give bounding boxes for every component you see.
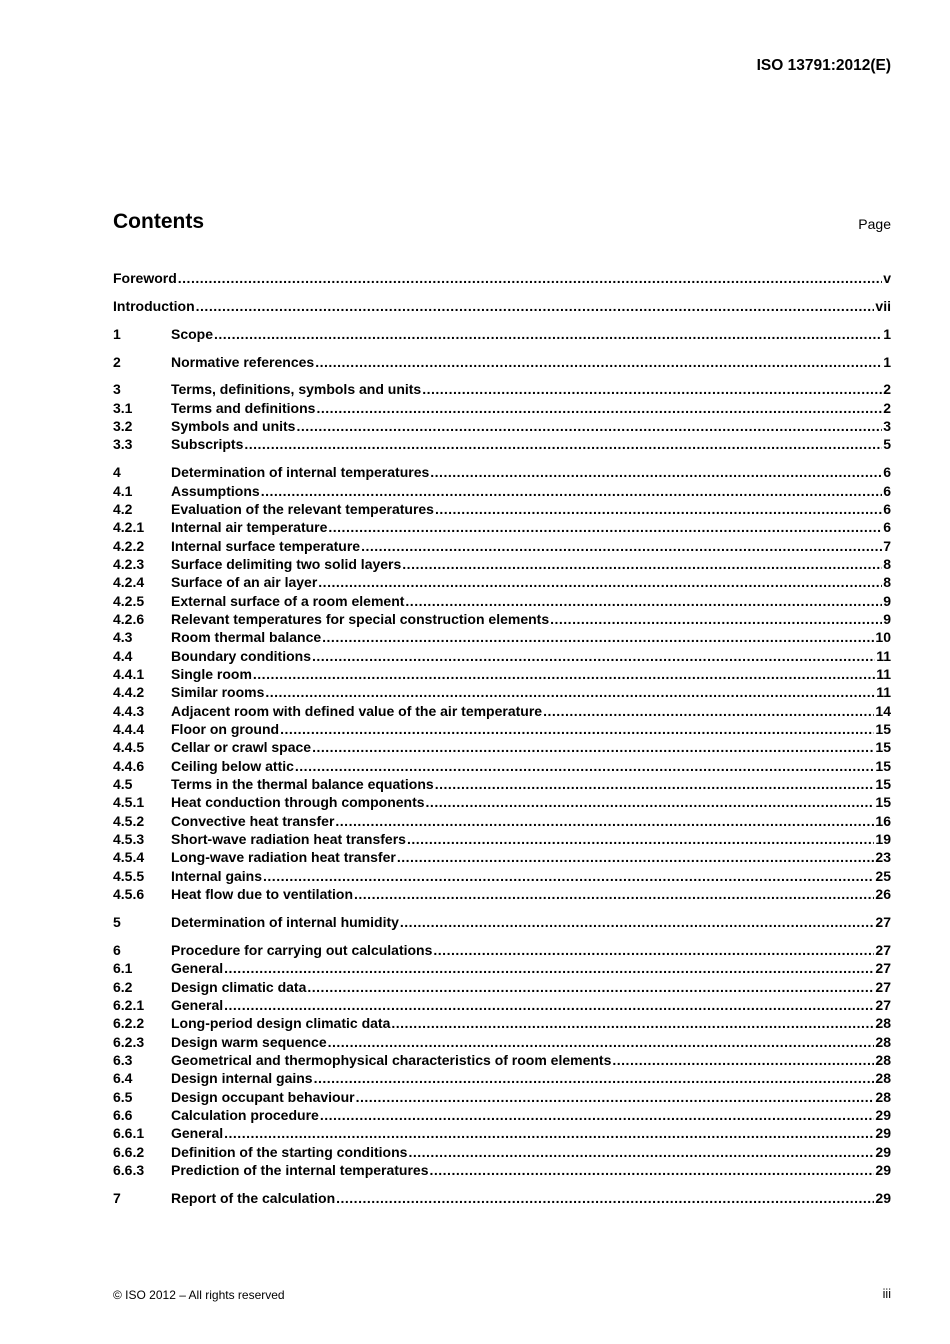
- toc-dot-leader: [391, 1014, 874, 1032]
- toc-entry[interactable]: [113, 353, 891, 371]
- toc-dot-leader: [244, 435, 882, 453]
- toc-entry-title: Floor on ground: [171, 721, 280, 738]
- toc-entry-number: 4.4.4: [113, 721, 145, 738]
- toc-entry[interactable]: [113, 628, 891, 646]
- toc-dot-leader: [307, 978, 874, 996]
- toc-entry[interactable]: [113, 1069, 891, 1087]
- toc-entry-number: 4.2.1: [113, 519, 145, 536]
- toc-entry-title: Subscripts: [171, 436, 244, 453]
- toc-entry-title: Scope: [171, 325, 214, 342]
- toc-entry[interactable]: [113, 573, 891, 591]
- toc-dot-leader: [224, 959, 874, 977]
- toc-dot-leader: [296, 417, 882, 435]
- toc-entry-page: 29: [875, 1189, 891, 1206]
- toc-dot-leader: [295, 757, 875, 775]
- toc-dot-leader: [214, 325, 882, 343]
- toc-entry-page: 29: [875, 1125, 891, 1142]
- toc-entry[interactable]: [113, 610, 891, 628]
- toc-entry-title: Heat conduction through components: [171, 794, 425, 811]
- toc-entry-title: Determination of internal humidity: [171, 914, 399, 930]
- toc-entry-number: 6.6.1: [113, 1125, 145, 1142]
- toc-entry-title: Room thermal balance: [171, 629, 322, 646]
- toc-entry[interactable]: [113, 1143, 891, 1161]
- toc-entry[interactable]: [113, 959, 891, 977]
- toc-entry-page: 6: [883, 519, 891, 536]
- toc-entry-page: 29: [875, 1161, 891, 1178]
- page-column-label: Page: [858, 216, 891, 232]
- toc-entry-title: Normative references: [171, 353, 315, 370]
- toc-entry-page: 11: [876, 684, 891, 701]
- toc-dot-leader: [405, 592, 882, 610]
- toc-entry-title: Report of the calculation: [171, 1189, 336, 1206]
- toc-entry[interactable]: [113, 518, 891, 536]
- toc-dot-leader: [265, 683, 875, 701]
- toc-entry-number: 4.4.1: [113, 666, 145, 683]
- toc-entry-page: 9: [883, 592, 891, 609]
- toc-entry-number: 4.4.2: [113, 684, 145, 701]
- toc-entry[interactable]: [113, 738, 891, 756]
- toc-entry-page: 28: [875, 1051, 891, 1068]
- toc-entry[interactable]: [113, 380, 891, 398]
- toc-entry-title: Cellar or crawl space: [171, 739, 312, 756]
- toc-entry-number: 3.2: [113, 418, 133, 435]
- toc-entry-page: vii: [875, 297, 891, 314]
- toc-entry-title: Heat flow due to ventilation: [171, 886, 354, 903]
- toc-dot-leader: [430, 1161, 875, 1179]
- toc-entry-page: 15: [875, 739, 891, 756]
- toc-entry-number: 4.2.3: [113, 555, 145, 572]
- toc-dot-leader: [430, 463, 882, 481]
- toc-entry-number: 3.3: [113, 436, 133, 453]
- toc-entry-page: 27: [875, 960, 891, 977]
- toc-entry-title: Procedure for carrying out calculations: [171, 941, 433, 958]
- toc-dot-leader: [224, 1124, 874, 1142]
- toc-entry[interactable]: [113, 1014, 891, 1032]
- toc-entry-number: 4.4.3: [113, 702, 145, 719]
- toc-entry-number: 3.1: [113, 399, 133, 416]
- toc-entry-title: General: [171, 996, 224, 1013]
- toc-entry[interactable]: [113, 269, 891, 287]
- toc-dot-leader: [315, 353, 882, 371]
- toc-dot-leader: [312, 738, 874, 756]
- toc-entry-title: Terms in the thermal balance equations: [171, 776, 434, 793]
- toc-entry-title: Design internal gains: [171, 1070, 313, 1087]
- toc-entry-number: 4: [113, 464, 121, 481]
- toc-entry-page: 15: [875, 721, 891, 738]
- toc-entry-number: 4.3: [113, 629, 133, 646]
- toc-entry-title: Adjacent room with defined value of the air temperature: [171, 702, 543, 719]
- toc-entry-page: 19: [875, 831, 891, 848]
- toc-dot-leader: [397, 848, 875, 866]
- toc-dot-leader: [261, 482, 883, 500]
- toc-entry-number: 4.5.5: [113, 867, 145, 884]
- toc-dot-leader: [543, 702, 874, 720]
- toc-entry-title: Long-wave radiation heat transfer: [171, 849, 396, 866]
- toc-dot-leader: [322, 628, 874, 646]
- toc-entry-page: 28: [875, 1070, 891, 1087]
- toc-dot-leader: [422, 380, 882, 398]
- toc-entry-title: External surface of a room element: [171, 592, 405, 609]
- toc-entry-number: 4.5: [113, 776, 133, 793]
- toc-entry-number: 4.2.5: [113, 592, 145, 609]
- toc-entry-title: Definition of the starting conditions: [171, 1143, 408, 1160]
- toc-entry[interactable]: [113, 978, 891, 996]
- toc-entry-number: 4.4.6: [113, 757, 145, 774]
- toc-dot-leader: [328, 518, 882, 536]
- toc-entry-number: 4.4.5: [113, 739, 145, 756]
- toc-entry-number: 5: [113, 914, 121, 930]
- toc-entry[interactable]: [113, 830, 891, 848]
- toc-entry-number: 2: [113, 353, 121, 370]
- toc-entry-title: Calculation procedure: [171, 1106, 319, 1123]
- toc-entry-title: Ceiling below attic: [171, 757, 294, 774]
- toc-entry-page: 28: [875, 1088, 891, 1105]
- toc-entry-number: 4.5.4: [113, 849, 145, 866]
- toc-entry[interactable]: [113, 1106, 891, 1124]
- toc-entry-page: 15: [875, 776, 891, 793]
- toc-entry-number: 6.4: [113, 1070, 133, 1087]
- toc-dot-leader: [335, 812, 874, 830]
- toc-entry-title: Design climatic data: [171, 978, 307, 995]
- toc-entry-title: Convective heat transfer: [171, 812, 335, 829]
- toc-entry-page: 27: [875, 914, 891, 930]
- toc-dot-leader: [435, 775, 875, 793]
- toc-entry-title: Assumptions: [171, 482, 260, 499]
- toc-entry-number: 4.5.6: [113, 886, 145, 903]
- toc-entry-number: 6: [113, 941, 121, 958]
- toc-dot-leader: [316, 399, 882, 417]
- toc-dot-leader: [550, 610, 882, 628]
- toc-entry-title: Long-period design climatic data: [171, 1015, 391, 1032]
- toc-entry[interactable]: [113, 500, 891, 518]
- toc-dot-leader: [196, 297, 875, 315]
- toc-dot-leader: [361, 537, 882, 555]
- toc-entry-page: 6: [883, 464, 891, 481]
- toc-entry-number: 4.5.1: [113, 794, 145, 811]
- toc-entry[interactable]: [113, 399, 891, 417]
- toc-entry-title: Foreword: [113, 270, 177, 286]
- toc-entry[interactable]: [113, 555, 891, 573]
- toc-entry[interactable]: [113, 1124, 891, 1142]
- toc-entry-page: 8: [883, 574, 891, 591]
- toc-entry-number: 3: [113, 381, 121, 398]
- toc-entry[interactable]: [113, 867, 891, 885]
- toc-entry-title: Determination of internal temperatures: [171, 464, 430, 481]
- toc-entry[interactable]: [113, 996, 891, 1014]
- toc-entry-page: 29: [875, 1143, 891, 1160]
- toc-entry-page: 10: [875, 629, 891, 646]
- toc-entry-page: 1: [883, 325, 891, 342]
- toc-dot-leader: [224, 996, 874, 1014]
- toc-dot-leader: [314, 1069, 875, 1087]
- toc-entry-number: 6.2.3: [113, 1033, 145, 1050]
- toc-dot-leader: [408, 1143, 874, 1161]
- footer-copyright: © ISO 2012 – All rights reserved: [113, 1288, 285, 1302]
- toc-dot-leader: [407, 830, 874, 848]
- toc-entry-page: 11: [876, 666, 891, 683]
- toc-entry-page: 6: [883, 482, 891, 499]
- toc-entry-title: Design warm sequence: [171, 1033, 327, 1050]
- toc-entry-number: 6.2.1: [113, 996, 145, 1013]
- toc-entry-page: 6: [883, 500, 891, 517]
- toc-entry-title: Introduction: [113, 297, 195, 314]
- toc-entry-page: 8: [883, 555, 891, 572]
- toc-entry-page: 28: [875, 1015, 891, 1032]
- toc-entry[interactable]: [113, 435, 891, 453]
- toc-entry-page: 25: [875, 867, 891, 884]
- toc-entry-page: 14: [875, 702, 891, 719]
- toc-entry-page: 9: [883, 611, 891, 627]
- toc-entry-number: 6.5: [113, 1088, 133, 1105]
- toc-entry-page: 3: [883, 418, 891, 435]
- toc-entry-number: 6.2.2: [113, 1015, 145, 1032]
- toc-dot-leader: [426, 793, 875, 811]
- toc-entry-page: 27: [875, 996, 891, 1013]
- toc-entry-title: Internal air temperature: [171, 519, 328, 536]
- table-of-contents: [113, 269, 891, 1207]
- toc-dot-leader: [336, 1189, 874, 1207]
- toc-dot-leader: [402, 555, 882, 573]
- toc-dot-leader: [178, 269, 882, 287]
- toc-entry-title: Evaluation of the relevant temperatures: [171, 500, 434, 517]
- toc-entry[interactable]: [113, 702, 891, 720]
- toc-entry-number: 7: [113, 1189, 121, 1206]
- toc-dot-leader: [433, 941, 874, 959]
- toc-entry-page: 29: [875, 1106, 891, 1123]
- toc-entry-title: Single room: [171, 666, 252, 683]
- toc-dot-leader: [435, 500, 882, 518]
- toc-entry-title: General: [171, 960, 224, 977]
- toc-entry-page: 7: [883, 537, 891, 554]
- toc-entry-title: Relevant temperatures for special construction elements: [171, 611, 550, 627]
- toc-entry-number: 4.5.2: [113, 812, 145, 829]
- toc-entry-title: Geometrical and thermophysical characteristics of room elements: [171, 1051, 612, 1068]
- toc-entry-page: 5: [883, 436, 891, 453]
- toc-entry[interactable]: [113, 848, 891, 866]
- toc-entry-number: 4.2.4: [113, 574, 145, 591]
- toc-entry[interactable]: [113, 1189, 891, 1207]
- toc-entry[interactable]: [113, 1033, 891, 1051]
- toc-entry-number: 6.6.3: [113, 1161, 145, 1178]
- toc-entry-page: 2: [883, 381, 891, 398]
- toc-entry-page: v: [883, 270, 891, 286]
- toc-entry-page: 1: [883, 353, 891, 370]
- toc-entry-number: 4.1: [113, 482, 133, 499]
- toc-entry[interactable]: [113, 885, 891, 903]
- toc-entry-number: 4.4: [113, 647, 133, 664]
- toc-dot-leader: [328, 1033, 875, 1051]
- toc-entry-page: 2: [883, 399, 891, 416]
- toc-entry-number: 6.6.2: [113, 1143, 145, 1160]
- toc-entry-title: Similar rooms: [171, 684, 265, 701]
- toc-entry[interactable]: [113, 297, 891, 315]
- toc-dot-leader: [318, 573, 882, 591]
- toc-dot-leader: [263, 867, 874, 885]
- toc-entry[interactable]: [113, 417, 891, 435]
- toc-dot-leader: [612, 1051, 874, 1069]
- toc-entry-title: Symbols and units: [171, 418, 296, 435]
- toc-entry-page: 16: [875, 812, 891, 829]
- toc-entry-title: Surface of an air layer: [171, 574, 318, 591]
- toc-entry[interactable]: [113, 720, 891, 738]
- toc-entry-page: 23: [875, 849, 891, 866]
- toc-entry[interactable]: [113, 647, 891, 665]
- toc-entry[interactable]: [113, 812, 891, 830]
- toc-dot-leader: [354, 885, 874, 903]
- toc-entry[interactable]: [113, 1088, 891, 1106]
- toc-entry-number: 4.2.6: [113, 611, 145, 627]
- toc-entry[interactable]: [113, 463, 891, 481]
- contents-title: Contents: [113, 210, 204, 233]
- toc-entry-title: Internal gains: [171, 867, 263, 884]
- toc-entry-number: 4.5.3: [113, 831, 145, 848]
- toc-entry-page: 15: [875, 794, 891, 811]
- toc-entry[interactable]: [113, 775, 891, 793]
- footer-page-number: iii: [882, 1287, 891, 1301]
- toc-entry[interactable]: [113, 1051, 891, 1069]
- toc-entry-title: Terms and definitions: [171, 399, 316, 416]
- toc-dot-leader: [312, 647, 875, 665]
- toc-entry-page: 15: [875, 757, 891, 774]
- toc-entry-title: Boundary conditions: [171, 647, 311, 664]
- toc-entry[interactable]: [113, 913, 891, 931]
- toc-entry[interactable]: [113, 793, 891, 811]
- toc-entry-title: Terms, definitions, symbols and units: [171, 381, 422, 398]
- toc-dot-leader: [280, 720, 874, 738]
- toc-entry-number: 4.2.2: [113, 537, 145, 554]
- toc-entry[interactable]: [113, 757, 891, 775]
- document-id: ISO 13791:2012(E): [756, 57, 891, 74]
- toc-entry-number: 6.2: [113, 978, 133, 995]
- toc-dot-leader: [320, 1106, 875, 1124]
- toc-entry[interactable]: [113, 325, 891, 343]
- toc-entry[interactable]: [113, 941, 891, 959]
- toc-dot-leader: [253, 665, 875, 683]
- toc-entry-title: Prediction of the internal temperatures: [171, 1161, 429, 1178]
- toc-entry[interactable]: [113, 537, 891, 555]
- toc-entry-page: 26: [875, 886, 891, 903]
- toc-dot-leader: [356, 1088, 875, 1106]
- toc-entry-number: 6.3: [113, 1051, 133, 1068]
- toc-entry-title: Surface delimiting two solid layers: [171, 555, 402, 572]
- toc-entry-number: 6.1: [113, 960, 133, 977]
- toc-entry[interactable]: [113, 683, 891, 701]
- toc-entry-page: 11: [876, 647, 891, 664]
- toc-entry[interactable]: [113, 1161, 891, 1179]
- toc-entry-number: 1: [113, 325, 121, 342]
- toc-entry-title: Internal surface temperature: [171, 537, 361, 554]
- toc-entry[interactable]: [113, 665, 891, 683]
- toc-entry-title: General: [171, 1125, 224, 1142]
- toc-entry-title: Short-wave radiation heat transfers: [171, 831, 406, 848]
- toc-dot-leader: [400, 913, 875, 931]
- toc-entry[interactable]: [113, 592, 891, 610]
- toc-entry-title: Design occupant behaviour: [171, 1088, 355, 1105]
- toc-entry-page: 28: [875, 1033, 891, 1050]
- toc-entry-number: 4.2: [113, 500, 133, 517]
- toc-entry-number: 6.6: [113, 1106, 133, 1123]
- toc-entry-page: 27: [875, 941, 891, 958]
- toc-entry[interactable]: [113, 482, 891, 500]
- toc-entry-page: 27: [875, 978, 891, 995]
